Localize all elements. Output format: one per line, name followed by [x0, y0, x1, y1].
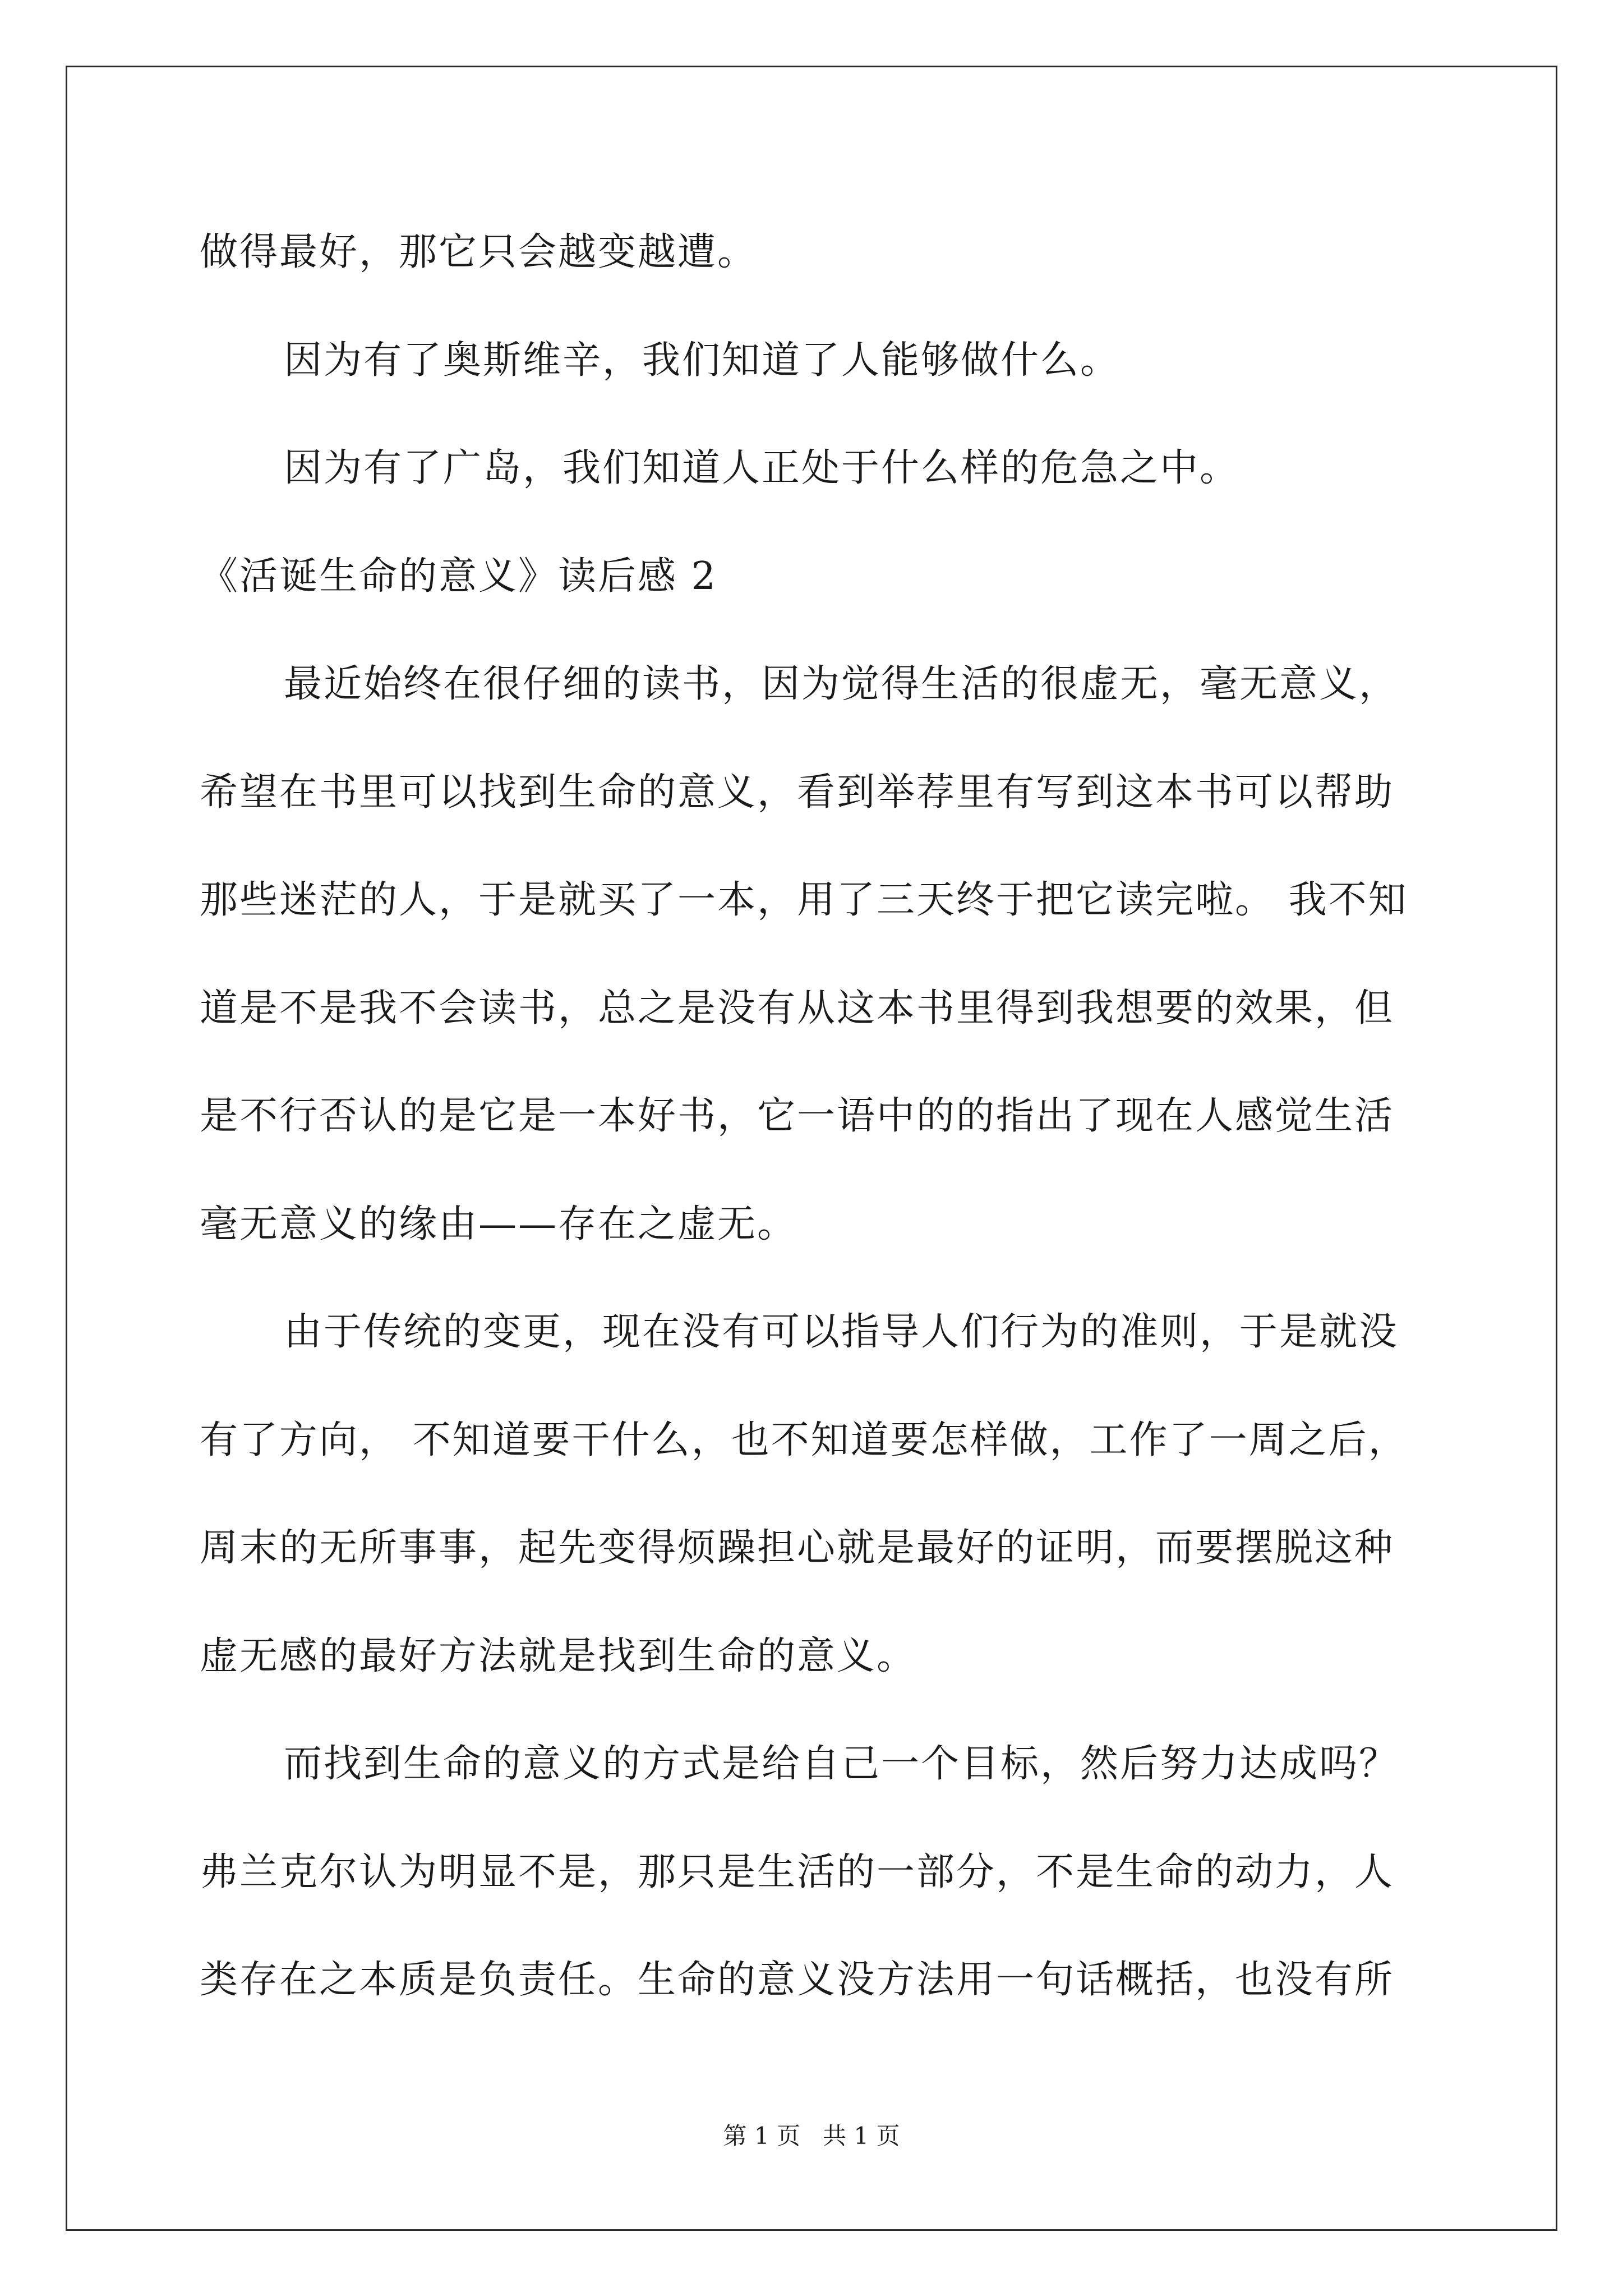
text-line: 做得最好，那它只会越变越遭。 [200, 230, 758, 274]
text-line: 而找到生命的意义的方式是给自己一个目标，然后努力达成吗？ [284, 1742, 1399, 1786]
text-line: 周末的无所事事，起先变得烦躁担心就是最好的证明，而要摆脱这种 [200, 1526, 1395, 1570]
section-heading: 《活诞生命的意义》读后感 2 [200, 554, 717, 599]
text-line: 道是不是我不会读书，总之是没有从这本书里得到我想要的效果，但 [200, 986, 1395, 1030]
page-border [66, 66, 1557, 2231]
page-footer: 第 1 页 共 1 页 [723, 2122, 900, 2150]
text-line: 那些迷茫的人，于是就买了一本，用了三天终于把它读完啦。 我不知 [200, 878, 1408, 922]
text-line: 因为有了广岛，我们知道人正处于什么样的危急之中。 [284, 446, 1240, 490]
text-line: 最近始终在很仔细的读书，因为觉得生活的很虚无，毫无意义， [284, 662, 1399, 706]
text-line: 是不行否认的是它是一本好书，它一语中的的指出了现在人感觉生活 [200, 1094, 1395, 1138]
text-line: 因为有了奥斯维辛，我们知道了人能够做什么。 [284, 338, 1121, 383]
text-line: 有了方向， 不知道要干什么，也不知道要怎样做，工作了一周之后， [200, 1418, 1408, 1462]
text-line: 虚无感的最好方法就是找到生命的意义。 [200, 1634, 917, 1678]
text-line: 类存在之本质是负责任。生命的意义没方法用一句话概括，也没有所 [200, 1958, 1395, 2002]
text-line: 弗兰克尔认为明显不是，那只是生活的一部分，不是生命的动力，人 [200, 1850, 1395, 1894]
text-line: 毫无意义的缘由——存在之虚无。 [200, 1202, 797, 1246]
text-line: 希望在书里可以找到生命的意义，看到举荐里有写到这本书可以帮助 [200, 770, 1395, 815]
text-line: 由于传统的变更，现在没有可以指导人们行为的准则，于是就没 [284, 1310, 1399, 1354]
